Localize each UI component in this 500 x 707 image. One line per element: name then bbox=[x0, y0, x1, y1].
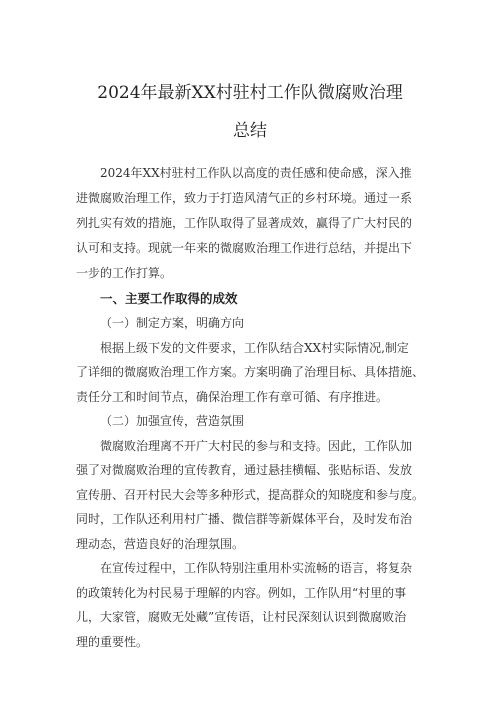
body-line: 理的重要性。 bbox=[76, 635, 149, 649]
section-heading: 一、主要工作取得的成效 bbox=[100, 291, 238, 306]
intro-line: 2024年XX村驻村工作队以高度的责任感和使命感，深入推 bbox=[100, 166, 412, 180]
body-line: 强了对微腐败治理的宣传教育，通过悬挂横幅、张贴标语、发放 bbox=[76, 463, 413, 477]
body-line: 宣传册、召开村民大会等多种形式，提高群众的知晓度和参与度。 bbox=[76, 488, 425, 502]
body-line: 微腐败治理离不开广大村民的参与和支持。因此，工作队加 bbox=[100, 439, 413, 453]
body-line: 理动态，营造良好的治理氛围。 bbox=[76, 537, 245, 551]
body-line: 儿，大家管，腐败无处藏”宣传语，让村民深刻认识到微腐败治 bbox=[76, 610, 407, 624]
body-line: 责任分工和时间节点，确保治理工作有章可循、有序推进。 bbox=[76, 390, 389, 404]
intro-line: 列扎实有效的措施，工作队取得了显著成效，赢得了广大村民的 bbox=[76, 216, 413, 230]
intro-line: 进微腐败治理工作，致力于打造风清气正的乡村环境。通过一系 bbox=[76, 191, 413, 205]
document-title-line-1: 2024年最新XX村驻村工作队微腐败治理 bbox=[97, 83, 403, 103]
subsection-heading: （二）加强宣传，营造氛围 bbox=[100, 414, 245, 428]
body-line: 了详细的微腐败治理工作方案。方案明确了治理目标、具体措施、 bbox=[76, 365, 425, 379]
body-line: 同时，工作队还利用村广播、微信群等新媒体平台，及时发布治 bbox=[76, 512, 413, 526]
intro-line: 一步的工作打算。 bbox=[76, 266, 173, 280]
body-line: 根据上级下发的文件要求，工作队结合XX村实际情况,制定 bbox=[100, 341, 409, 355]
subsection-heading: （一）制定方案，明确方向 bbox=[100, 316, 245, 330]
body-line: 在宣传过程中，工作队特别注重用朴实流畅的语言，将复杂 bbox=[100, 561, 413, 575]
body-line: 的政策转化为村民易于理解的内容。例如，工作队用“村里的事 bbox=[76, 586, 407, 600]
document-title-line-2: 总结 bbox=[233, 121, 267, 141]
intro-line: 认可和支持。现就一年来的微腐败治理工作进行总结，并提出下 bbox=[76, 241, 413, 255]
